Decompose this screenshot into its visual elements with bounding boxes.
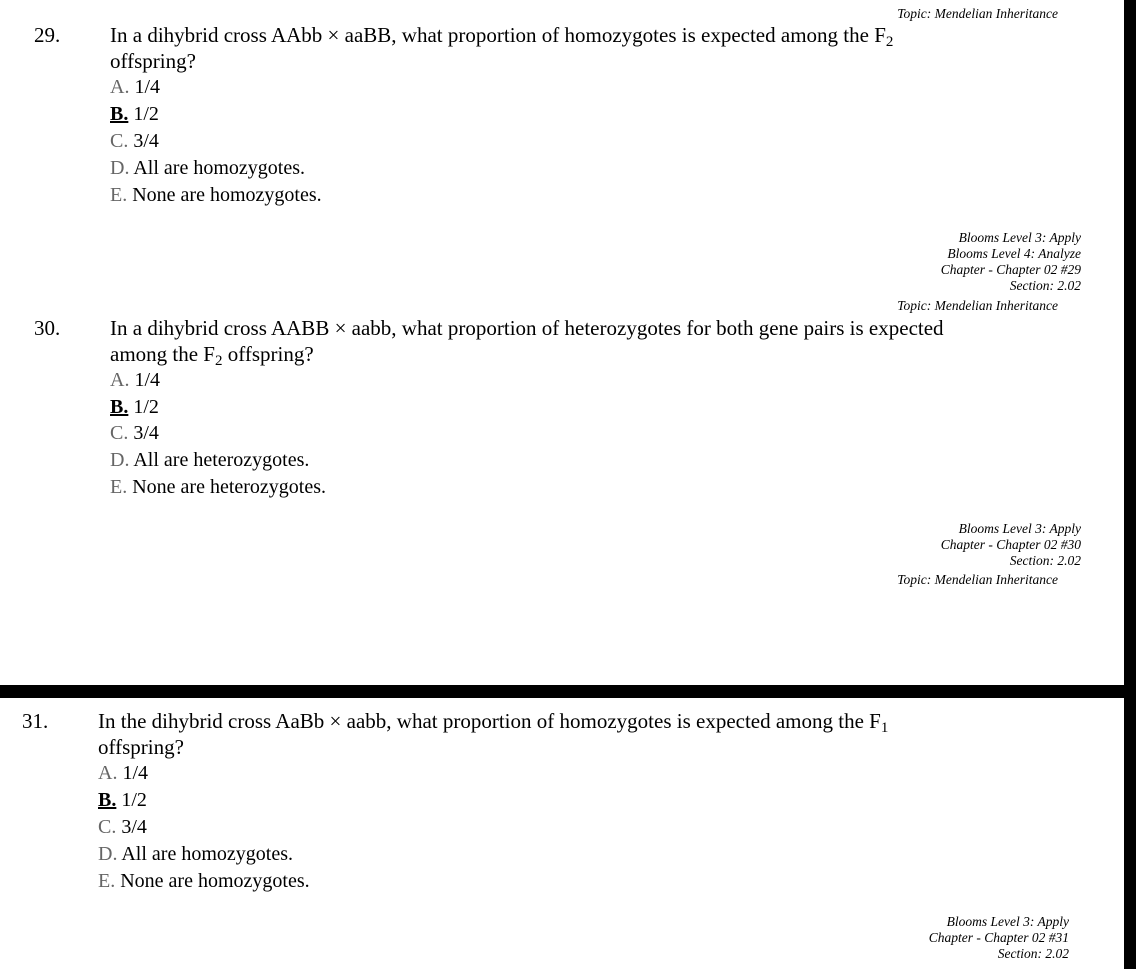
topic-label-top: Topic: Mendelian Inheritance	[897, 6, 1058, 21]
question-number: 29.	[34, 23, 61, 47]
right-edge-border	[1124, 0, 1136, 685]
option-d: D. All are heterozygotes.	[110, 449, 310, 471]
question-text-line1: In a dihybrid cross AAbb × aaBB, what proportion of homozygotes is expected among the $F_2$	[110, 23, 894, 50]
question-metadata: Blooms Level 3: Apply Chapter - Chapter 02 #30 Section: 2.02	[940, 521, 1081, 568]
page-separator	[0, 685, 1136, 698]
option-e: E. None are heterozygotes.	[110, 476, 327, 498]
question-text-line1: In a dihybrid cross AABB × aabb, what proportion of heterozygotes for both gene pairs is expected	[110, 316, 944, 340]
option-d: D. All are homozygotes.	[110, 157, 305, 179]
option-b-correct: B. 1/2	[98, 789, 147, 811]
option-a: A. 1/4	[110, 369, 161, 391]
question-text-line1: In the dihybrid cross AaBb × aabb, what proportion of homozygotes is expected among the $F_1$	[98, 709, 889, 736]
option-b-correct: B. 1/2	[110, 396, 159, 418]
question-metadata: Blooms Level 3: Apply Blooms Level 4: Analyze Chapter - Chapter 02 #29 Section: 2.02	[940, 230, 1081, 293]
question-text-line2: offspring?	[110, 49, 196, 73]
question-text-line2: among the $F_2$ offspring?	[110, 342, 314, 369]
option-a: A. 1/4	[98, 762, 149, 784]
option-b-correct: B. 1/2	[110, 103, 159, 125]
option-c: C. 3/4	[110, 422, 159, 444]
option-e: E. None are homozygotes.	[98, 870, 310, 892]
option-c: C. 3/4	[98, 816, 147, 838]
right-edge-border-lower	[1124, 685, 1136, 969]
question-number: 31.	[22, 709, 49, 733]
question-number: 30.	[34, 316, 61, 340]
option-d: D. All are homozygotes.	[98, 843, 293, 865]
option-e: E. None are homozygotes.	[110, 184, 322, 206]
topic-label: Topic: Mendelian Inheritance	[897, 572, 1058, 587]
question-text-line2: offspring?	[98, 735, 184, 759]
option-c: C. 3/4	[110, 130, 159, 152]
question-metadata: Blooms Level 3: Apply Chapter - Chapter 02 #31 Section: 2.02	[928, 914, 1069, 961]
topic-label: Topic: Mendelian Inheritance	[897, 298, 1058, 313]
option-a: A. 1/4	[110, 76, 161, 98]
